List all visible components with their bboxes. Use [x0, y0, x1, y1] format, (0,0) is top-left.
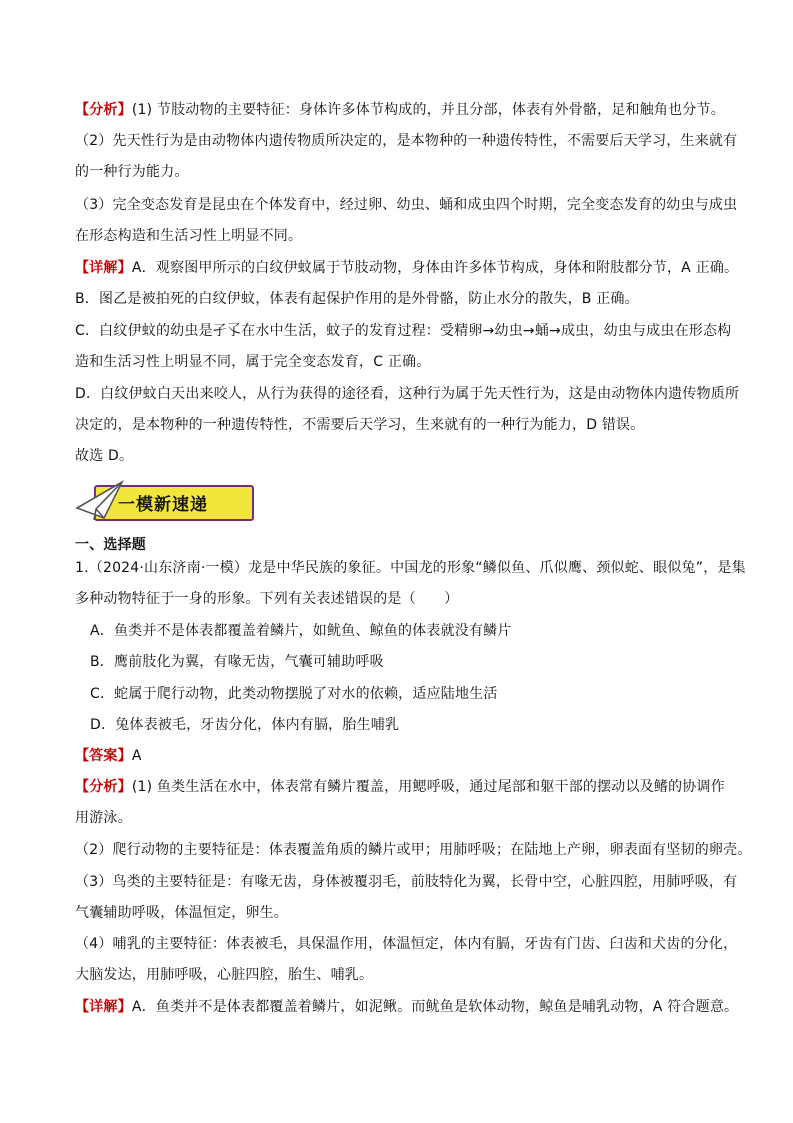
analysis-line-5: 在形态构造和生活习性上明显不同。 [75, 228, 303, 244]
question-line-2: 多种动物特征于一身的形象。下列有关表述错误的是（ ） [75, 591, 459, 607]
option-b: B．鹰前肢化为翼，有喙无齿，气囊可辅助呼吸 [90, 654, 384, 670]
question-line-1: 1.（2024·山东济南·一模）龙是中华民族的象征。中国龙的形象“鳞似鱼、爪似鹰、颈似蛇、眼似兔”，是集 [75, 560, 746, 576]
analysis-line-2: （2）先天性行为是由动物体内遗传物质所决定的，是本物种的一种遗传特性，不需要后天学习，生来就有 [75, 133, 738, 149]
q-analysis-line-5: 气囊辅助呼吸，体温恒定，卵生。 [75, 905, 288, 921]
option-c: C．蛇属于爬行动物，此类动物摆脱了对水的依赖，适应陆地生活 [90, 686, 498, 702]
analysis-line-3: 的一种行为能力。 [75, 164, 189, 180]
analysis-line-4: （3）完全变态发育是昆虫在个体发育中，经过卵、幼虫、蛹和成虫四个时期，完全变态发育的幼虫与成虫 [75, 197, 738, 213]
q-analysis-text: (1) 鱼类生活在水中，体表常有鳞片覆盖，用鳃呼吸，通过尾部和躯干部的摆动以及鳍的协调作 [131, 779, 725, 795]
detail-line-5: D．白纹伊蚊白天出来咬人，从行为获得的途径看，这种行为属于先天性行为，这是由动物体内遗传物质所 [75, 386, 740, 402]
detail-line-1 [75, 258, 738, 278]
q-analysis-line-6: （4）哺乳的主要特征：体表被毛，具保温作用，体温恒定，体内有膈，牙齿有门齿、臼齿和犬齿的分化， [75, 936, 738, 952]
q-analysis-line-7: 大脑发达，用肺呼吸，心脏四腔，胎生、哺乳。 [75, 967, 374, 983]
section-heading: 一、选择题 [75, 537, 146, 553]
detail-line-4: 造和生活习性上明显不同，属于完全变态发育，C 正确。 [75, 354, 431, 370]
section-banner [74, 478, 254, 524]
detail-text: A．观察图甲所示的白纹伊蚊属于节肢动物，身体由许多体节构成，身体和附肢都分节，A 正确。 [131, 260, 739, 276]
option-d: D．兔体表被毛，牙齿分化，体内有膈，胎生哺乳 [90, 717, 400, 733]
banner-title: 一模新速递 [118, 495, 208, 515]
q-analysis-tag: 【分析】 [75, 779, 132, 795]
q-detail-text: A．鱼类并不是体表都覆盖着鳞片，如泥鳅。而鱿鱼是软体动物，鲸鱼是哺乳动物，A 符合题意。 [131, 999, 739, 1015]
analysis-text: (1) 节肢动物的主要特征：身体许多体节构成的，并且分部，体表有外骨骼，足和触角也分节。 [131, 102, 725, 118]
answer-line [75, 746, 142, 766]
q-analysis-line-2: 用游泳。 [75, 810, 132, 826]
answer-tag: 【答案】 [75, 748, 132, 764]
q-detail-tag: 【详解】 [75, 999, 132, 1015]
q-analysis-line-4: （3）鸟类的主要特征是：有喙无齿，身体被覆羽毛，前肢特化为翼，长骨中空，心脏四腔，用肺呼吸，有 [75, 874, 738, 890]
detail-tag: 【详解】 [75, 260, 132, 276]
detail-line-2: B．图乙是被拍死的白纹伊蚊，体表有起保护作用的是外骨骼，防止水分的散失，B 正确。 [75, 291, 639, 307]
analysis-line-1 [75, 100, 725, 120]
analysis-tag: 【分析】 [75, 102, 132, 118]
detail-line-6: 决定的，是本物种的一种遗传特性，不需要后天学习，生来就有的一种行为能力，D 错误。 [75, 417, 645, 433]
detail-line-3: C．白纹伊蚊的幼虫是孑孓在水中生活，蚊子的发育过程：受精卵→幼虫→蛹→成虫，幼虫与成虫在形态构 [75, 323, 732, 339]
conclusion-line: 故选 D。 [75, 448, 134, 464]
q-analysis-line-1 [75, 777, 725, 797]
answer-value: A [131, 748, 142, 764]
q-detail-line-1 [75, 997, 738, 1017]
option-a: A．鱼类并不是体表都覆盖着鳞片，如鱿鱼、鲸鱼的体表就没有鳞片 [90, 623, 512, 639]
q-analysis-line-3: （2）爬行动物的主要特征是：体表覆盖角质的鳞片或甲；用肺呼吸；在陆地上产卵，卵表面有坚韧的卵壳。 [75, 842, 752, 858]
